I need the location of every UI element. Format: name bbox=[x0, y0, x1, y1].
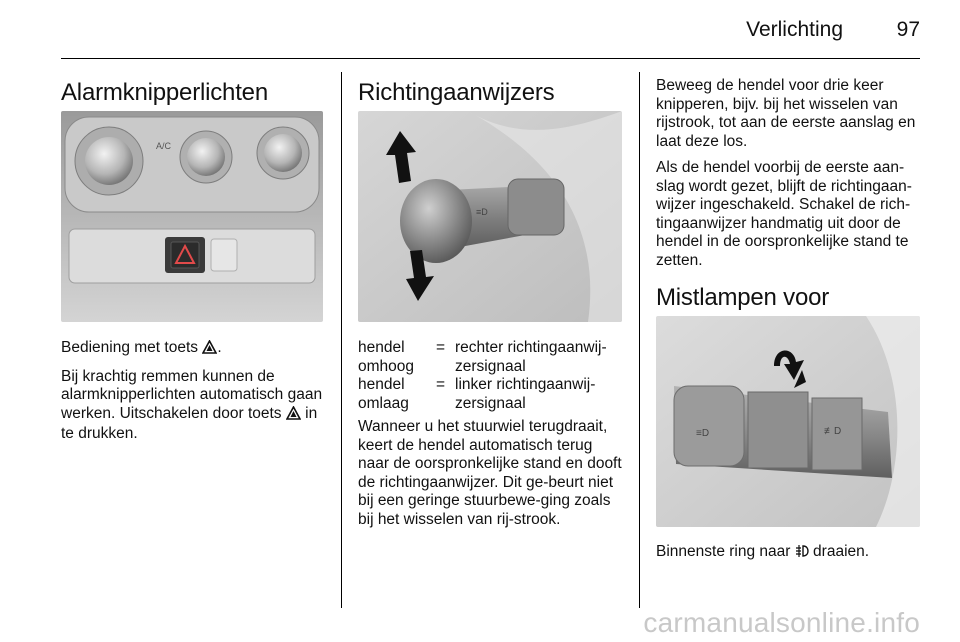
turn-signal-text: Wanneer u het stuurwiel terugdraait, keert de hendel automatisch terug naar de oorspronkelijke stand en dooft de richtingaanwijzer. Dit ge-beurt niet bij een geringe stuurbewe-ging zoals bij het wisselen van rij-strook. bbox=[358, 418, 622, 528]
legend-table bbox=[358, 339, 623, 413]
page-number: 97 bbox=[896, 18, 920, 41]
hazard-switch-photo bbox=[61, 111, 323, 322]
legend-row bbox=[358, 376, 623, 413]
fog-caption-end: draaien. bbox=[808, 543, 870, 560]
fog-lamp-lever-photo bbox=[656, 316, 920, 527]
legend-description: rechter richtingaanwij-zersignaal bbox=[455, 339, 607, 375]
watermark: carmanualsonline.info bbox=[643, 607, 920, 638]
section-heading-hazard-lights: Alarmknipperlichten bbox=[61, 79, 268, 106]
turn-signal-lever-photo bbox=[358, 111, 622, 322]
header-rule bbox=[61, 58, 920, 59]
column-divider-2 bbox=[639, 72, 640, 608]
hazard-paragraph-end: in te drukken. bbox=[61, 404, 318, 442]
column-divider-1 bbox=[341, 72, 342, 608]
legend-term: hendel omhoog bbox=[358, 339, 415, 375]
running-header-title: Verlichting bbox=[746, 18, 843, 41]
indicator-on-paragraph: Als de hendel voorbij de eerste aan-slag wordt gezet, blijft de richtingaan-wijzer ingeschakeld. Schakel de rich-tingaanwijzer handmatig uit door de hendel in de oorspronkelijke stand te zetten. bbox=[656, 159, 912, 269]
legend-separator: = bbox=[436, 339, 446, 356]
front-fog-lamp-icon bbox=[795, 544, 809, 564]
hazard-warning-triangle-icon bbox=[202, 340, 217, 360]
fog-lamp-caption bbox=[656, 543, 922, 572]
svg-text:≡D: ≡D bbox=[476, 207, 488, 217]
svg-text:≡D: ≡D bbox=[696, 428, 710, 439]
turn-signal-legend bbox=[358, 339, 623, 413]
hazard-caption-end: . bbox=[217, 339, 222, 356]
svg-text:≢D: ≢D bbox=[824, 426, 842, 437]
hazard-caption-text: Bediening met toets bbox=[61, 339, 199, 356]
hazard-caption bbox=[61, 339, 326, 452]
turn-signal-paragraph bbox=[358, 418, 623, 537]
section-heading-front-fog-lamps: Mistlampen voor bbox=[656, 284, 830, 311]
svg-text:A/C: A/C bbox=[156, 141, 172, 151]
legend-separator: = bbox=[436, 376, 446, 393]
three-blink-paragraph: Beweeg de hendel voor drie keer knipperen, bijv. bij het wisselen van rijstrook, tot aan de eerste aanslag en laat deze los. bbox=[656, 77, 916, 150]
hazard-paragraph: Bij krachtig remmen kunnen de alarmknipperlichten automatisch gaan werken. Uitschakelen door toets bbox=[61, 367, 323, 422]
legend-description: linker richtingaanwij-zersignaal bbox=[455, 376, 596, 412]
hazard-warning-triangle-icon-2 bbox=[286, 406, 301, 426]
col3-text bbox=[656, 77, 922, 278]
legend-term: hendel omlaag bbox=[358, 376, 409, 412]
section-heading-turn-signals: Richtingaanwijzers bbox=[358, 79, 555, 106]
legend-row bbox=[358, 339, 623, 376]
fog-caption-text: Binnenste ring naar bbox=[656, 543, 791, 560]
